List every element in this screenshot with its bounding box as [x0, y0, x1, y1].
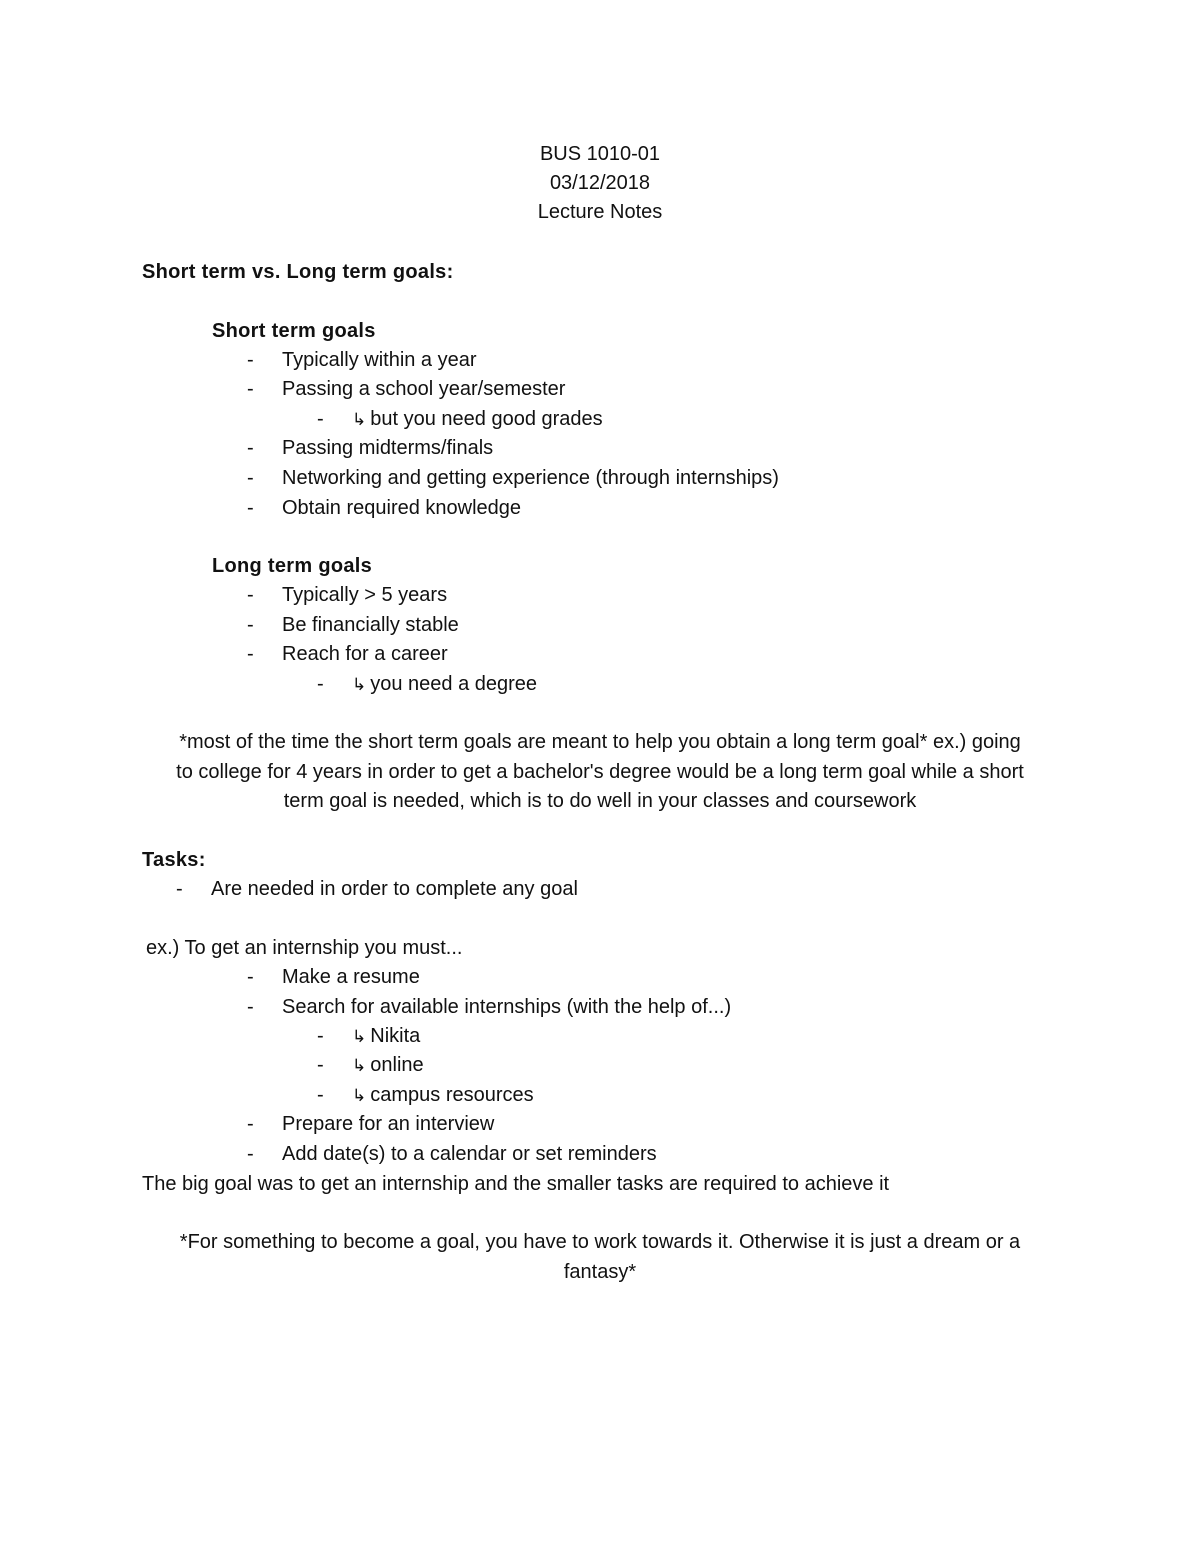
list-dash: -	[247, 614, 254, 636]
sub-list-item: ↳ online	[352, 1051, 424, 1080]
short-term-heading: Short term goals	[212, 320, 376, 342]
document-title: Lecture Notes	[537, 201, 663, 223]
note-line: to college for 4 years in order to get a bachelor's degree would be a long term goal while a short	[176, 761, 1024, 783]
list-item: Make a resume	[282, 966, 420, 988]
list-dash: -	[247, 1143, 254, 1165]
list-dash: -	[247, 643, 254, 665]
list-item: Search for available internships (with the help of...)	[282, 996, 732, 1018]
list-dash: -	[247, 437, 254, 459]
return-arrow-icon: ↳	[352, 1027, 367, 1046]
list-item: Are needed in order to complete any goal	[211, 878, 578, 900]
list-dash: -	[247, 349, 254, 371]
list-item: Networking and getting experience (through internships)	[282, 467, 779, 489]
list-dash: -	[317, 408, 324, 430]
section-heading-goals: Short term vs. Long term goals:	[142, 261, 454, 283]
list-item: Obtain required knowledge	[282, 497, 522, 519]
list-dash: -	[247, 996, 254, 1018]
sub-list-item: ↳ Nikita	[352, 1022, 420, 1051]
final-note-line: *For something to become a goal, you have to work towards it. Otherwise it is just a dream or a	[179, 1231, 1021, 1253]
list-dash: -	[317, 673, 324, 695]
conclusion: The big goal was to get an internship and the smaller tasks are required to achieve it	[142, 1173, 890, 1195]
list-dash: -	[317, 1054, 324, 1076]
list-dash: -	[247, 1113, 254, 1135]
return-arrow-icon: ↳	[352, 1056, 367, 1075]
list-item: Passing a school year/semester	[282, 378, 566, 400]
list-dash: -	[317, 1084, 324, 1106]
list-dash: -	[247, 467, 254, 489]
final-note-line: fantasy*	[563, 1261, 637, 1283]
list-dash: -	[247, 966, 254, 988]
sub-list-item: ↳ campus resources	[352, 1081, 534, 1110]
list-item: Add date(s) to a calendar or set reminders	[282, 1143, 657, 1165]
sub-list-item: ↳ you need a degree	[352, 670, 537, 699]
list-dash: -	[176, 878, 183, 900]
return-arrow-icon: ↳	[352, 675, 367, 694]
course-code: BUS 1010-01	[539, 143, 661, 165]
list-dash: -	[317, 1025, 324, 1047]
note-line: *most of the time the short term goals are meant to help you obtain a long term goal* ex.) going	[179, 731, 1021, 753]
list-item: Prepare for an interview	[282, 1113, 495, 1135]
long-term-heading: Long term goals	[212, 555, 373, 577]
note-line: term goal is needed, which is to do well in your classes and coursework	[283, 790, 917, 812]
return-arrow-icon: ↳	[352, 1086, 367, 1105]
list-item: Be financially stable	[282, 614, 459, 636]
list-item: Passing midterms/finals	[282, 437, 494, 459]
example-intro: ex.) To get an internship you must...	[146, 937, 463, 959]
list-item: Typically > 5 years	[282, 584, 448, 606]
list-dash: -	[247, 497, 254, 519]
return-arrow-icon: ↳	[352, 410, 367, 429]
list-dash: -	[247, 584, 254, 606]
list-item: Typically within a year	[282, 349, 477, 371]
tasks-heading: Tasks:	[142, 849, 206, 871]
lecture-date: 03/12/2018	[549, 172, 651, 194]
list-item: Reach for a career	[282, 643, 448, 665]
sub-list-item: ↳ but you need good grades	[352, 405, 603, 434]
list-dash: -	[247, 378, 254, 400]
